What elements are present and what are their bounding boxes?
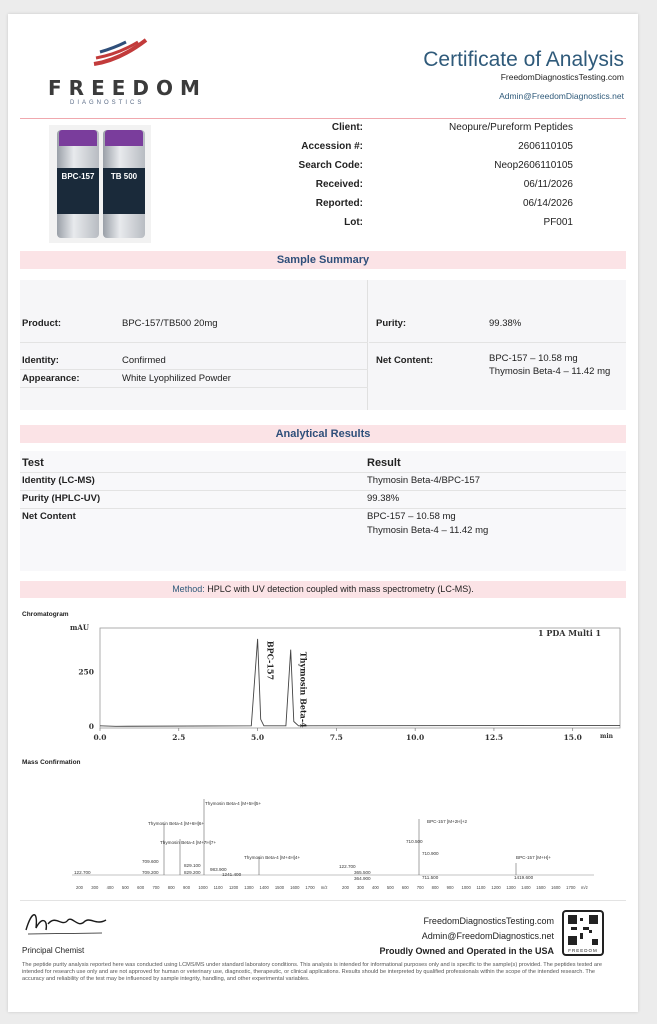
info-row [243,122,573,141]
x-tick-label: 2.5 [172,733,186,742]
ms-value: 365.500 [354,870,371,875]
ms-axis-tick: 1400 [259,885,269,890]
ms-label: Thymosin Beta-4 [M+5H]5+ [205,801,262,806]
ms-axis-tick: 1600 [551,885,561,890]
ms-axis-tick: 500 [386,885,394,890]
product-photo [49,125,151,243]
result-test: Net Content [22,511,76,522]
info-label: Accession #: [301,141,363,152]
footer-website: FreedomDiagnosticsTesting.com [423,916,554,926]
mass-spectrum-panel [64,779,604,894]
qr-caption: FREEDOM [568,948,598,953]
ms-axis-tick: 200 [76,885,83,890]
vial-cap [105,130,143,146]
info-value: PF001 [543,217,573,228]
appearance-value: White Lyophilized Powder [122,373,231,384]
x-tick-label: 7.5 [329,733,343,742]
info-value: 2606110105 [518,141,573,152]
sample-summary-heading: Sample Summary [20,251,626,269]
result-value: Thymosin Beta-4/BPC-157 [367,475,480,486]
info-value: Neop2606110105 [494,160,573,171]
ms-axis-tick: 700 [416,885,424,890]
x-tick-label: 15.0 [563,733,582,742]
signer-title: Principal Chemist [22,946,85,955]
qr-code-icon [568,915,598,945]
mass-axis-ticks [76,885,596,893]
ms-axis-tick: 1600 [290,885,300,890]
ms-value: 983.900 [210,867,227,872]
legend-label: 1 PDA Multi 1 [538,628,602,638]
product-value: BPC-157/TB500 20mg [122,318,218,329]
ms-axis-tick: 1500 [274,885,285,890]
result-value: 99.38% [367,493,400,504]
result-test: Identity (LC-MS) [22,475,95,486]
purity-value: 99.38% [489,318,522,329]
info-label: Client: [331,122,363,133]
ms-axis-tick: 1000 [198,885,208,890]
sample-summary-box [20,280,626,410]
ms-value: 710.500 [406,839,423,844]
ms-value: 710.900 [422,851,439,856]
chromatogram-title: Chromatogram [22,611,69,618]
info-row [243,217,573,236]
col-header-result: Result [367,457,401,469]
result-test: Purity (HPLC-UV) [22,493,101,504]
ms-value: 709.200 [142,870,159,875]
summary-left-panel [20,280,368,410]
ms-axis-tick: 700 [152,885,160,890]
ms-value: 1241.400 [222,872,242,877]
ms-axis-tick: 900 [446,885,454,890]
vial-label: BPC-157 [57,168,99,214]
brand-name: FREEDOM [48,76,207,100]
method-text: HPLC with UV detection coupled with mass spectrometry (LC-MS). [204,584,474,594]
certificate-page [8,14,638,1012]
y-tick-label: 250 [78,667,94,677]
result-value: BPC-157 – 10.58 mg [367,511,456,522]
ms-axis-tick: 1500 [536,885,546,890]
ms-axis-tick: 1000 [461,885,471,890]
ms-axis-tick: 1200 [491,885,501,890]
ms-axis-tick: 800 [167,885,175,890]
disclaimer: The peptide purity analysis reported here was conducted using LCMS/MS under standard laboratory conditions. This analysis is intended for informational purposes only and is specific to the sample(s) provided. The peptides tested are intended for research use only and are not approved for human or veterinary use, diagnostic, therapeutic, or clinical applications. Results should be interpreted by qualified professionals within the scope of the intended research. The accuracy and reliability of the test may be influenced by sample integrity, handling, and other experimental variables. [22,962,602,983]
ms-axis-tick: 1700 [305,885,315,890]
info-value: 06/11/2026 [523,179,573,190]
ms-value: 1419.600 [514,875,534,880]
ms-axis-tick: 600 [401,885,409,890]
ms-axis-tick: 400 [106,885,114,890]
brand-subtitle: DIAGNOSTICS [70,100,145,106]
info-label: Search Code: [298,160,363,171]
ms-axis-tick: 1300 [506,885,516,890]
ms-axis-tick: 600 [137,885,145,890]
signature-image [22,906,112,940]
x-tick-label: 5.0 [251,733,265,742]
mass-confirmation-title: Mass Confirmation [22,759,81,766]
vial-label: TB 500 [103,168,145,214]
purity-label: Purity: [376,318,407,329]
info-label: Received: [315,179,363,190]
info-row [243,141,573,160]
peak-label-thymosin-beta-4: Thymosin Beta-4 [298,651,309,728]
ms-axis-tick: 1100 [213,885,223,890]
ms-axis-tick: m/z [320,885,328,890]
y-tick-label: 0 [88,721,94,731]
y-unit-label: mAU [70,623,89,632]
analytical-results-heading: Analytical Results [20,425,626,443]
info-label: Reported: [315,198,363,209]
vial-cap [59,130,97,146]
method-band [20,581,626,598]
ms-axis-tick: 1700 [566,885,576,890]
ms-axis-tick: 900 [183,885,191,890]
info-row [243,179,573,198]
header-divider [20,118,626,119]
info-row [243,160,573,179]
ms-value: 711.500 [422,875,439,880]
info-value: 06/14/2026 [522,198,573,209]
ms-label: Thymosin Beta-4 [M+7H]7+ [160,840,217,845]
appearance-label: Appearance: [22,373,80,384]
info-label: Lot: [344,217,363,228]
col-header-test: Test [22,457,44,469]
brand-logo [48,38,207,108]
ms-axis-tick: 1200 [228,885,239,890]
sample-info [243,122,573,236]
ms-label: BPC-157 [M+2H]+2 [427,819,468,824]
identity-value: Confirmed [122,355,166,366]
analytical-results-table [20,451,626,571]
vial-1 [57,130,99,238]
product-label: Product: [22,318,62,329]
result-value-2: Thymosin Beta-4 – 11.42 mg [367,525,489,536]
info-row [243,198,573,217]
ms-axis-tick: 200 [342,885,349,890]
ms-axis-tick: 1400 [521,885,531,890]
ms-axis-tick: 400 [371,885,379,890]
net-content-value-1: BPC-157 – 10.58 mg [489,353,578,364]
ms-value: 829.200 [184,870,201,875]
plot-frame [100,628,620,728]
ms-label: Thymosin Beta-4 [M+6H]6+ [148,821,205,826]
ms-axis-tick: 500 [121,885,129,890]
info-value: Neopure/Pureform Peptides [449,122,573,133]
ms-axis-tick: 1100 [476,885,486,890]
footer-tagline: Proudly Owned and Operated in the USA [379,946,554,956]
ms-value: 709.600 [142,859,159,864]
qr-code [562,910,604,956]
chromatogram-chart [68,620,628,752]
chromatogram-series-line [100,639,620,726]
ms-value: 829.100 [184,863,201,868]
ms-axis-tick: 1300 [244,885,254,890]
x-unit-label: min [600,733,613,740]
footer-email: Admin@FreedomDiagnostics.net [421,931,554,941]
net-content-value-2: Thymosin Beta-4 – 11.42 mg [489,366,611,377]
vial-2 [103,130,145,238]
peak-label-bpc-157: BPC-157 [265,640,276,681]
identity-label: Identity: [22,355,59,366]
x-tick-label: 0.0 [93,733,107,742]
ms-axis-tick: 300 [91,885,99,890]
ms-axis-tick: 300 [356,885,364,890]
net-content-label: Net Content: [376,355,433,366]
ms-value: 122.700 [74,870,91,875]
ms-axis-tick: m/z [581,885,588,890]
ms-value: 364.900 [354,876,371,881]
header-website: FreedomDiagnosticsTesting.com [500,72,624,82]
x-tick-label: 10.0 [406,733,425,742]
x-tick-label: 12.5 [484,733,504,742]
ms-axis-tick: 800 [431,885,439,890]
method-label: Method: [172,584,205,594]
document-title: Certificate of Analysis [423,48,624,71]
flag-swoosh-icon [90,38,150,68]
header-email: Admin@FreedomDiagnostics.net [499,91,624,101]
ms-label: Thymosin Beta-4 [M+4H]4+ [244,855,301,860]
ms-label: BPC-157 [M+H]+ [516,855,551,860]
ms-value: 122.700 [339,864,356,869]
